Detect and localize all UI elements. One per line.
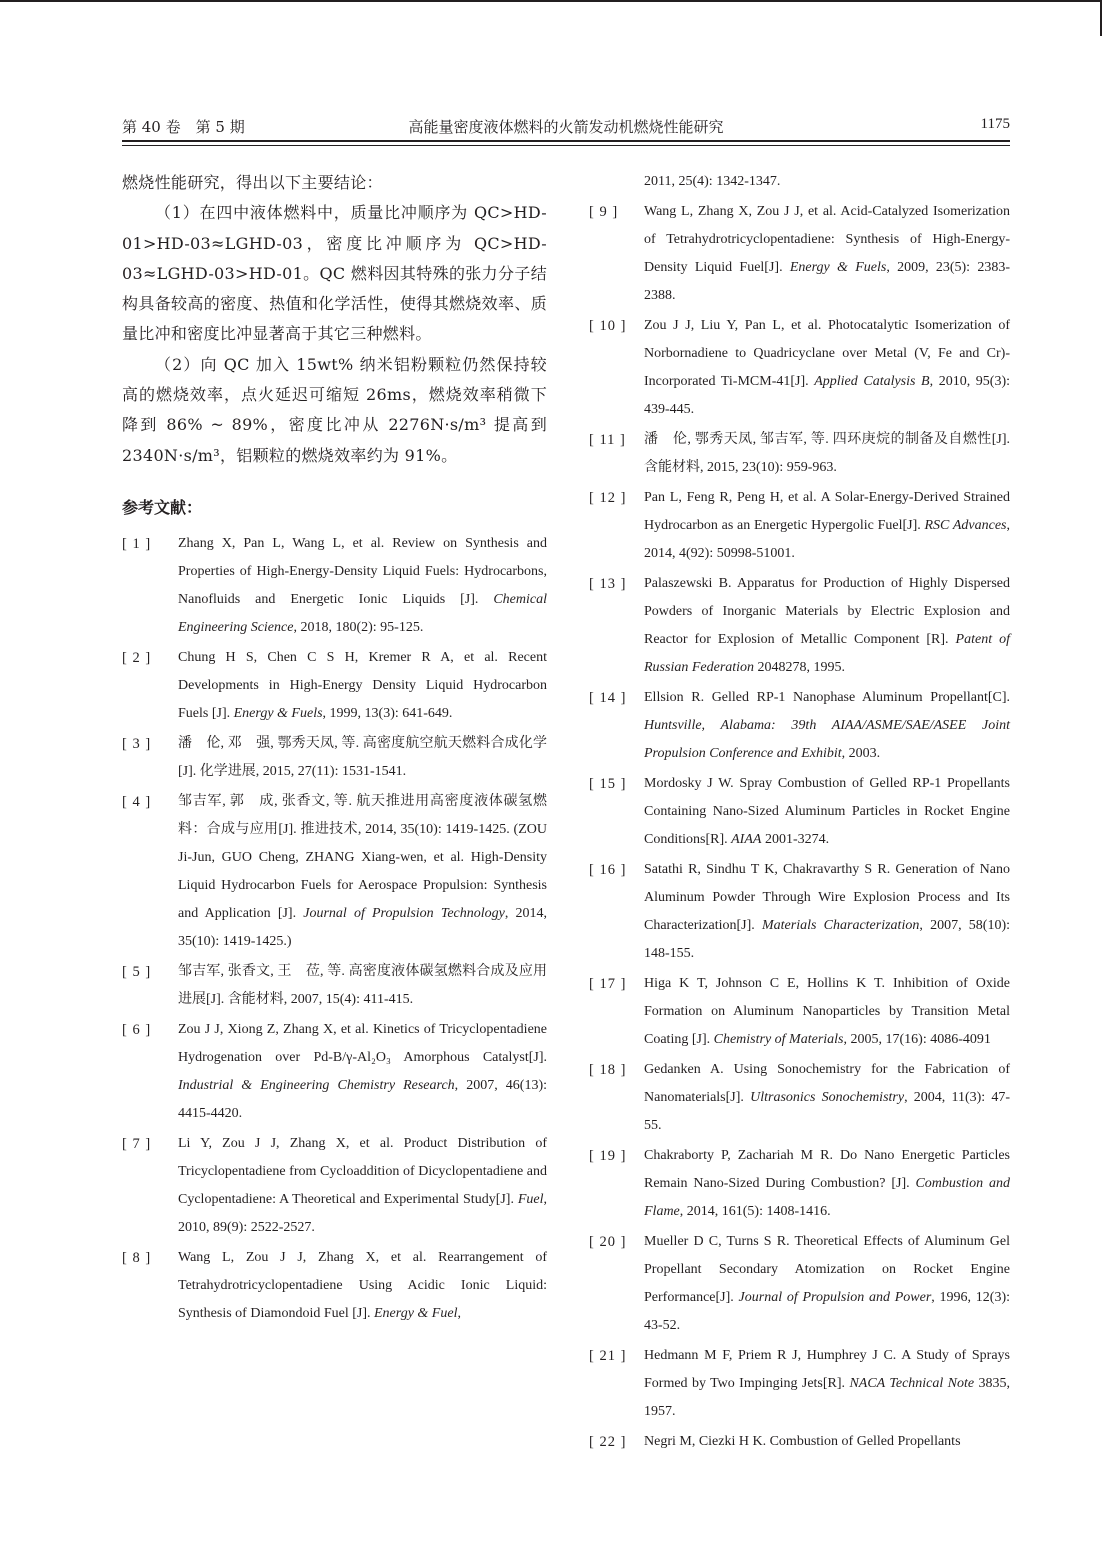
- reference-details: ,: [457, 1305, 461, 1321]
- reference-number: [ 12 ]: [589, 490, 627, 506]
- reference-details: , 2018, 180(2): 95-125.: [293, 619, 424, 635]
- reference-citation: Wang L, Zou J J, Zhang X, et al. Rearrangement of Tetrahydrotricyclopentadiene Using Acidic Ionic Liquid: Synthesis of Diamondoid Fuel [J].: [178, 1249, 547, 1321]
- reference-text: [644, 484, 1010, 568]
- reference-journal: Applied Catalysis B: [814, 374, 930, 389]
- reference-citation: 邹吉军, 张香文, 王 莅, 等. 高密度液体碳氢燃料合成及应用进展[J]. 含能材料, 2007, 15(4): 411-415.: [178, 963, 547, 1007]
- reference-details: , 2010, 89(9): 2522-2527.: [178, 1191, 547, 1235]
- reference-citation: Palaszewski B. Apparatus for Production of Highly Dispersed Powders of Inorganic Materials by Electric Explosion and Reactor for Explosion of Metallic Component [R].: [644, 576, 1010, 647]
- reference-text: [644, 1428, 1010, 1456]
- reference-journal: Chemistry of Materials: [713, 1032, 844, 1047]
- reference-details: , 2014, 4(92): 50998-51001.: [644, 518, 1010, 561]
- reference-item: [589, 1228, 1010, 1340]
- reference-item: [589, 1142, 1010, 1226]
- reference-details: , 2003.: [841, 746, 881, 761]
- reference-journal: Energy & Fuels: [233, 705, 323, 721]
- reference-journal: Materials Characterization: [762, 918, 920, 933]
- reference-citation: Pan L, Feng R, Peng H, et al. A Solar-Energy-Derived Strained Hydrocarbon as an Energetic Hypergolic Fuel[J].: [644, 490, 1010, 533]
- reference-number: [ 17 ]: [589, 976, 627, 992]
- reference-journal: AIAA: [731, 832, 762, 847]
- reference-journal: Energy & Fuel: [374, 1305, 458, 1321]
- reference-details: , 2005, 17(16): 4086-4091: [843, 1032, 991, 1047]
- reference-citation: Chung H S, Chen C S H, Kremer R A, et al. Recent Developments in High-Energy Density Liquid Hydrocarbon Fuels [J].: [178, 649, 547, 721]
- reference-item: [122, 788, 547, 956]
- reference-number: [ 8 ]: [122, 1249, 152, 1266]
- reference-details: , 2014, 35(10): 1419-1425.): [178, 905, 548, 949]
- reference-text: [644, 856, 1010, 968]
- reference-item: [589, 1342, 1010, 1426]
- reference-citation: Chakraborty P, Zachariah M R. Do Nano Energetic Particles Remain Nano-Sized During Combustion? [J].: [644, 1148, 1010, 1191]
- reference-text: [644, 1342, 1010, 1426]
- reference-number: [ 5 ]: [122, 963, 152, 980]
- reference-item: [589, 1428, 1010, 1456]
- reference-text: [644, 426, 1010, 482]
- reference-item: [122, 1016, 547, 1128]
- reference-list-right: [589, 198, 1010, 1456]
- reference-number: [ 2 ]: [122, 649, 152, 666]
- reference-number: [ 11 ]: [589, 432, 626, 448]
- reference-item: [589, 484, 1010, 568]
- reference-number: [ 18 ]: [589, 1062, 627, 1078]
- reference-journal: Fuel: [517, 1191, 544, 1207]
- reference-citation: 潘 伦, 鄂秀天凤, 邹吉军, 等. 四环庚烷的制备及自燃性[J]. 含能材料, 2015, 23(10): 959-963.: [644, 432, 1010, 475]
- body-paragraph-3: （2）向 QC 加入 15wt% 纳米铝粉颗粒仍然保持较高的燃烧效率，点火延迟可缩短 26ms，燃烧效率稍微下降到 86% ~ 89%，密度比冲从 2276N·s/m³ 提高到 2340N·s/m³，铝颗粒的燃烧效率约为 91%。: [122, 354, 547, 465]
- reference-citation: Zou J J, Xiong Z, Zhang X, et al. Kinetics of Tricyclopentadiene Hydrogenation over Pd-B/γ-Al₂O₃ Amorphous Catalyst[J].: [178, 1021, 547, 1065]
- reference-number: [ 21 ]: [589, 1348, 627, 1364]
- reference-journal: NACA Technical Note: [849, 1376, 975, 1391]
- reference-item: [589, 426, 1010, 482]
- header-rule-thick: [122, 140, 1010, 142]
- article-title: 高能量密度液体燃料的火箭发动机燃烧性能研究: [408, 118, 724, 136]
- reference-number: [ 13 ]: [589, 576, 627, 592]
- reference-item: [122, 530, 547, 642]
- reference-details: , 2004, 11(3): 47-55.: [644, 1090, 1011, 1133]
- reference-details: , 2010, 95(3): 439-445.: [644, 374, 1010, 417]
- reference-citation: Zou J J, Liu Y, Pan L, et al. Photocatalytic Isomerization of Norbornadiene to Quadricyclane over Metal (V, Fe and Cr)-Incorporated Ti-MCM-41[J].: [644, 318, 1010, 389]
- reference-item: [589, 856, 1010, 968]
- reference-citation: Gedanken A. Using Sonochemistry for the Fabrication of Nanomaterials[J].: [644, 1062, 1010, 1105]
- reference-citation: 邹吉军, 郭 成, 张香文, 等. 航天推进用高密度液体碳氢燃料：合成与应用[J]. 推进技术, 2014, 35(10): 1419-1425. (ZOU Ji-Jun, GUO Cheng, ZHANG Xiang-wen, et al. High-Density Liquid Hydrocarbon Fuels for Aerospace Propulsion: Synthesis and Application [J].: [178, 793, 547, 921]
- reference-number: [ 14 ]: [589, 690, 627, 706]
- reference-text: [644, 1056, 1010, 1140]
- reference-item: [122, 958, 547, 1014]
- reference-text: [644, 970, 1010, 1054]
- reference-number: [ 9 ]: [589, 204, 619, 220]
- reference-number: [ 16 ]: [589, 862, 627, 878]
- reference-number: [ 19 ]: [589, 1148, 627, 1164]
- reference-continuation: 2011, 25(4): 1342-1347.: [644, 174, 781, 189]
- reference-text: [178, 1016, 547, 1128]
- reference-text: [178, 1130, 547, 1242]
- reference-journal: Energy & Fuels: [789, 260, 887, 275]
- reference-item: [589, 684, 1010, 768]
- reference-text: [178, 530, 547, 642]
- reference-details: 3835, 1957.: [644, 1376, 1010, 1419]
- reference-number: [ 10 ]: [589, 318, 627, 334]
- reference-citation: Mordosky J W. Spray Combustion of Gelled RP-1 Propellants Containing Nano-Sized Aluminum Particles in Rocket Engine Conditions[R].: [644, 776, 1010, 847]
- header-rule-thin: [122, 145, 1010, 146]
- reference-text: [178, 644, 547, 728]
- reference-number: [ 7 ]: [122, 1135, 152, 1152]
- reference-text: [644, 198, 1010, 310]
- body-paragraph-1: 燃烧性能研究，得出以下主要结论：: [122, 173, 383, 192]
- reference-item: [122, 1244, 547, 1328]
- reference-journal: Industrial & Engineering Chemistry Research: [178, 1077, 455, 1093]
- left-column: [122, 168, 547, 1330]
- reference-details: , 2007, 46(13): 4415-4420.: [178, 1077, 547, 1121]
- reference-citation: Hedmann M F, Priem R J, Humphrey J C. A Study of Sprays Formed by Two Impinging Jets[R].: [644, 1348, 1010, 1391]
- reference-number: [ 6 ]: [122, 1021, 152, 1038]
- reference-item: [589, 1056, 1010, 1140]
- reference-citation: Zhang X, Pan L, Wang L, et al. Review on Synthesis and Properties of High-Energy-Density Liquid Fuels: Hydrocarbons, Nanofluids and Energetic Ionic Liquids [J].: [178, 535, 547, 607]
- reference-list-left: [122, 530, 547, 1328]
- reference-journal: Combustion and Flame: [644, 1176, 1010, 1219]
- reference-item: [589, 770, 1010, 854]
- reference-journal: Patent of Russian Federation: [644, 632, 1010, 675]
- reference-details: , 2007, 58(10): 148-155.: [644, 918, 1010, 961]
- reference-number: [ 3 ]: [122, 735, 152, 752]
- right-column: [589, 168, 1010, 1458]
- reference-journal: Journal of Propulsion Technology: [303, 905, 505, 921]
- reference-item: [122, 644, 547, 728]
- reference-item: [589, 198, 1010, 310]
- reference-item: [589, 312, 1010, 424]
- reference-text: [178, 1244, 547, 1328]
- reference-citation: 潘 伦, 邓 强, 鄂秀天凤, 等. 高密度航空航天燃料合成化学[J]. 化学进展, 2015, 27(11): 1531-1541.: [178, 735, 547, 779]
- reference-text: [178, 958, 547, 1014]
- crop-mark-top: [0, 0, 1102, 2]
- body-paragraph-2: （1）在四中液体燃料中，质量比冲顺序为 QC>HD-01>HD-03≈LGHD-03，密度比冲顺序为 QC>HD-03≈LGHD-03>HD-01。QC 燃料因其特殊的张力分子结构具备较高的密度、热值和化学活性，使得其燃烧效率、质量比冲和密度比冲显著高于其它三种燃料。: [122, 203, 547, 344]
- reference-number: [ 15 ]: [589, 776, 627, 792]
- reference-item: [122, 730, 547, 786]
- page-number: 1175: [980, 116, 1010, 132]
- reference-item: [589, 970, 1010, 1054]
- reference-details: , 1996, 12(3): 43-52.: [644, 1290, 1011, 1333]
- reference-details: 2001-3274.: [761, 832, 830, 847]
- reference-text: [644, 684, 1010, 768]
- reference-citation: Higa K T, Johnson C E, Hollins K T. Inhibition of Oxide Formation on Aluminum Nanoparticles by Transition Metal Coating [J].: [644, 976, 1010, 1047]
- reference-details: 2048278, 1995.: [754, 660, 846, 675]
- reference-text: [644, 570, 1010, 682]
- reference-text: [644, 770, 1010, 854]
- references-heading: 参考文献：: [122, 497, 203, 517]
- reference-citation: Wang L, Zhang X, Zou J J, et al. Acid-Catalyzed Isomerization of Tetrahydrotricyclopentadiene: Synthesis of High-Energy-Density Liquid Fuel[J].: [644, 204, 1010, 275]
- reference-journal: RSC Advances: [924, 518, 1007, 533]
- reference-item: [122, 1130, 547, 1242]
- reference-details: , 1999, 13(3): 641-649.: [322, 705, 453, 721]
- reference-text: [644, 312, 1010, 424]
- reference-number: [ 1 ]: [122, 535, 152, 552]
- reference-item: [589, 570, 1010, 682]
- reference-citation: Satathi R, Sindhu T K, Chakravarthy S R. Generation of Nano Aluminum Powder Through Wire Explosion Process and Its Characterization[J].: [644, 862, 1010, 933]
- reference-journal: Ultrasonics Sonochemistry: [750, 1090, 905, 1105]
- reference-text: [178, 788, 547, 956]
- reference-number: [ 4 ]: [122, 793, 152, 810]
- reference-citation: Ellsion R. Gelled RP-1 Nanophase Aluminum Propellant[C].: [644, 690, 1010, 705]
- reference-journal: Huntsville, Alabama: 39th AIAA/ASME/SAE/ASEE Joint Propulsion Conference and Exhibit: [644, 718, 1010, 761]
- volume-issue: 第 40 卷 第 5 期: [122, 118, 245, 136]
- reference-text: [644, 1142, 1010, 1226]
- reference-citation: Li Y, Zou J J, Zhang X, et al. Product Distribution of Tricyclopentadiene from Cycloaddition of Dicyclopentadiene and Cyclopentadiene: A Theoretical and Experimental Study[J].: [178, 1135, 547, 1207]
- reference-number: [ 20 ]: [589, 1234, 627, 1250]
- reference-details: , 2009, 23(5): 2383-2388.: [644, 260, 1010, 303]
- reference-journal: Chemical Engineering Science: [178, 591, 547, 635]
- reference-details: , 2014, 161(5): 1408-1416.: [679, 1204, 831, 1219]
- reference-number: [ 22 ]: [589, 1434, 627, 1450]
- reference-citation: Negri M, Ciezki H K. Combustion of Gelled Propellants: [644, 1434, 961, 1449]
- reference-journal: Journal of Propulsion and Power: [738, 1290, 932, 1305]
- reference-citation: Mueller D C, Turns S R. Theoretical Effects of Aluminum Gel Propellant Secondary Atomization on Rocket Engine Performance[J].: [644, 1234, 1010, 1305]
- reference-text: [178, 730, 547, 786]
- reference-text: [644, 1228, 1010, 1340]
